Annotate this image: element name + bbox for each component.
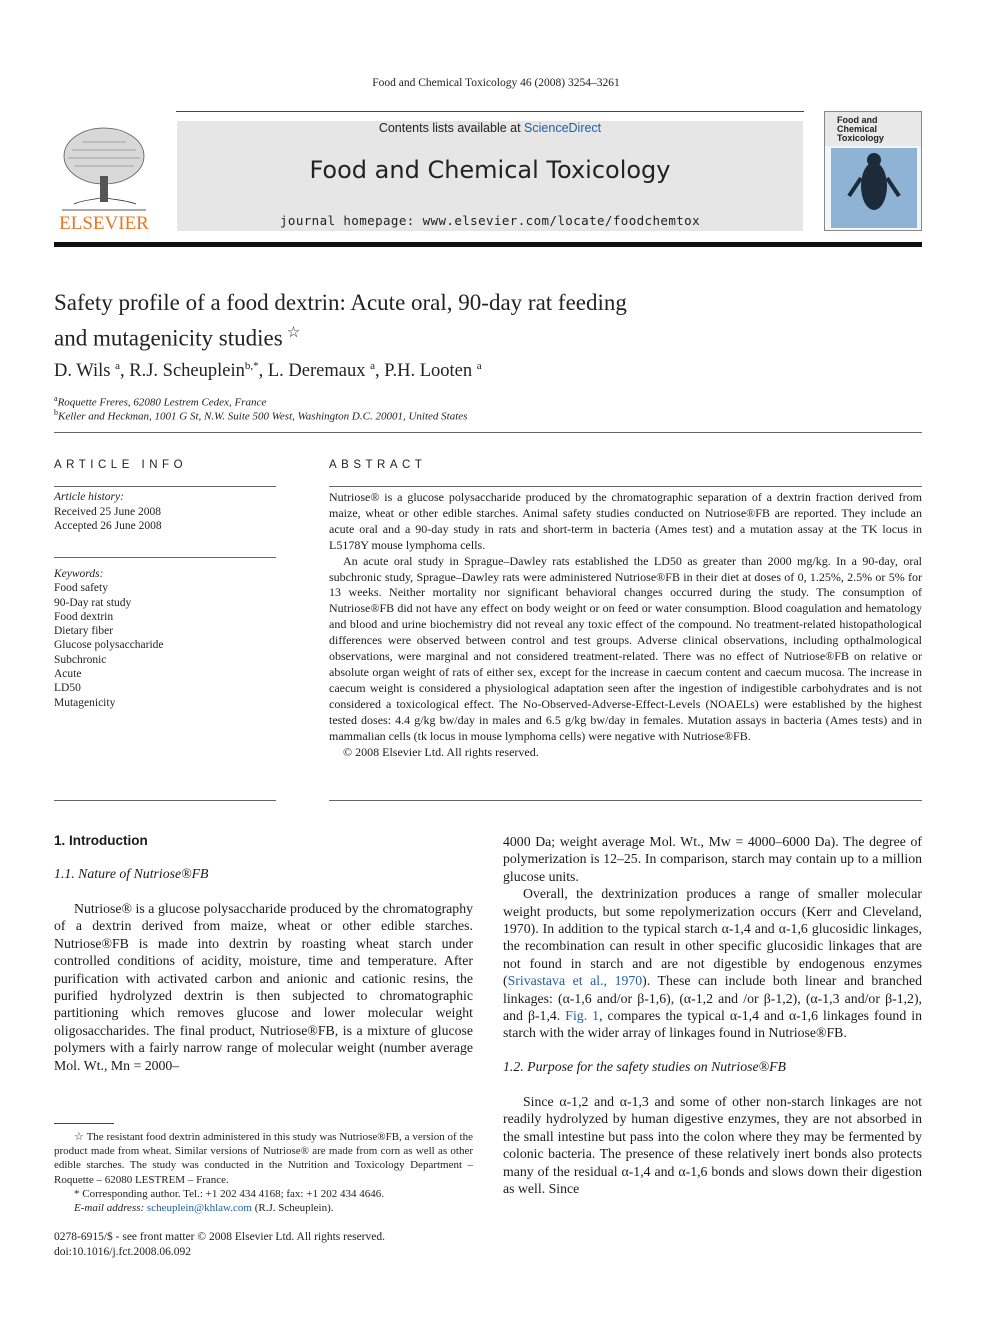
author-affil-mark: a <box>370 360 375 372</box>
keyword: Food dextrin <box>54 610 114 623</box>
email-link[interactable]: scheuplein@khlaw.com <box>146 1202 252 1215</box>
article-info-heading: ARTICLE INFO <box>54 459 188 471</box>
title-footnote-star[interactable]: ☆ <box>286 325 301 341</box>
journal-title: Food and Chemical Toxicology <box>309 156 671 184</box>
author-name[interactable]: L. Deremaux <box>267 361 366 382</box>
header-rule <box>176 111 804 112</box>
issn-line: 0278-6915/$ - see front matter © 2008 Elsevier Ltd. All rights reserved. <box>54 1231 385 1243</box>
article-info-rule <box>54 486 276 487</box>
footnote-star: ☆ The resistant food dextrin administered in this study was Nutriose®FB, a version of the product made from wheat. Similar versions of Nutriose® are made from corn as well as other edible starches. The study was conducted in the Nutrition and Toxicology Department – Roquette – 62080 LESTREM – France. <box>54 1131 473 1186</box>
affiliation-text: Keller and Heckman, 1001 G St, N.W. Suite 500 West, Washington D.C. 20001, United States <box>58 410 468 423</box>
subsection-heading: 1.1. Nature of Nutriose®FB <box>54 866 209 881</box>
author-name[interactable]: P.H. Looten <box>384 361 473 382</box>
affiliation-text: Roquette Freres, 62080 Lestrem Cedex, France <box>57 396 267 409</box>
keyword: Food safety <box>54 582 108 595</box>
subsection-heading: 1.2. Purpose for the safety studies on Nutriose®FB <box>503 1058 786 1074</box>
keyword: Acute <box>54 668 82 681</box>
body-left-column <box>54 833 473 1074</box>
elsevier-wordmark: ELSEVIER <box>59 213 149 234</box>
abstract-rule <box>329 486 922 487</box>
abstract-heading: ABSTRACT <box>329 459 427 471</box>
front-matter-meta <box>54 1230 385 1259</box>
paragraph-text: , compares the typical α-1,4 and α-1,6 linkages found in starch with the wider array of linkages found in Nutriose®FB. <box>503 1008 922 1041</box>
author-affil-mark: a <box>476 360 482 372</box>
body-paragraph <box>503 885 922 1042</box>
abstract-body <box>329 490 922 760</box>
keyword: 90-Day rat study <box>54 596 132 609</box>
header-thick-rule <box>54 242 922 247</box>
affiliation <box>54 408 854 423</box>
keyword: Glucose polysaccharide <box>54 639 164 652</box>
journal-homepage[interactable]: journal homepage: www.elsevier.com/locate/foodchemtox <box>279 213 701 228</box>
author-affil-mark: a <box>115 360 120 372</box>
keyword: Dietary fiber <box>54 625 114 638</box>
journal-cover-thumbnail[interactable] <box>824 111 922 231</box>
contents-line <box>177 121 803 135</box>
body-right-column <box>503 833 922 1197</box>
footnote-rule <box>54 1123 114 1124</box>
body-paragraph: Since α-1,2 and α-1,3 and some of other non-starch linkages are not readily hydrolyzed by human digestive enzymes, they are not absorbed in the small intestine but pass into the colon where they may be fermented by colonic bacteria. The presence of these relatively inert bonds also protects many of the residual α-1,4 and α-1,6 bonds and slows down their digestion as well. Since <box>503 1093 922 1196</box>
footnote-corresponding: * Corresponding author. Tel.: +1 202 434 4168; fax: +1 202 434 4646. <box>74 1187 384 1200</box>
abstract-copyright: © 2008 Elsevier Ltd. All rights reserved. <box>343 744 539 759</box>
article-info-rule <box>54 800 276 801</box>
affiliation-mark: b <box>54 408 58 417</box>
article-info-rule <box>54 557 276 558</box>
keyword: Subchronic <box>54 653 107 666</box>
author-list: D. Wils $^a$, R.J. Scheuplein$^{b,*}$, L. Deremaux $^a$, P.H. Looten $^a$ <box>54 360 482 382</box>
article-history <box>54 490 276 534</box>
paragraph-text: Overall, the dextrinization produces a range of smaller molecular weight products, but some repolymerization occurs (Kerr and Cleveland, 1970). In addition to the typical starch α-1,4 and α-1,6 glucosidic linkages, the recombination can result in other specific glucosidic linkages that are not found in starch and are not digestible by endogenous enzymes ( <box>503 886 922 989</box>
email-suffix: (R.J. Scheuplein). <box>251 1202 334 1215</box>
keyword: Mutagenicity <box>54 696 116 709</box>
paragraph-text: ). These can include both linear and branched linkages: (α-1,6 and/or β-1,6), (α-1,2 and /or β-1,2), (α-1,3 and/or β-1,2), and β-1,4. <box>503 973 922 1024</box>
body-paragraph: Nutriose® is a glucose polysaccharide produced by the chromatography of a dextrin derived from maize, wheat or other edible starches. Nutriose®FB is made into dextrin by roasting wheat starch under controlled conditions of acidity, moisture, time and temperature. After purification with activated carbon and anionic and cationic resins, the purified hydrolyzed dextrin is then subjected to chromatographic partitioning which removes glucose and lower molecular weight oligosaccharides. The final product, Nutriose®FB, is a mixture of glucose polymers with a fairly narrow range of molecular weight (number average Mol. Wt., Mn = 2000– <box>54 901 473 1073</box>
history-label: Article history: <box>54 491 124 503</box>
keyword: LD50 <box>54 682 81 695</box>
accepted-date: Accepted 26 June 2008 <box>54 520 162 532</box>
abstract-paragraph: An acute oral study in Sprague–Dawley rats established the LD50 as greater than 2000 mg/kg. In a 90-day, oral subchronic study, Sprague–Dawley rats were administered Nutriose®FB in their diet at doses of 0, 1.25%, 2.5% or 5% for 13 weeks. Neither mortality nor significant behavioral changes occurred during the study. The consumption of Nutriose®FB did not have any effect on body weight or on feed or water consumption. Blood coagulation and hematology and blood and urine biochemistry did not reveal any toxic effect of the compound. No treatment-related histopathological differences were observed between control and test groups. Adverse clinical observations, including opthalmological observations, were marginal and not considered treatment-related. There was no effect of Nutriose®FB on relative or absolute organ weight of rats of either sex, except for the increase in caecum content and caecum mucosa. The increase in caecum weight is considered a physiological adaptation seen after the ingestion of indigestible carbohydrates and is not considered a toxicological effect. The No-Observed-Adverse-Effect-Levels (NOAELs) were established by the highest tested doses: 4.4 g/kg bw/day in males and 6.5 g/kg bw/day in females. Mutation assays in bacteria (Ames tests) and in mammalian cells (tk locus in mouse lymphoma cells) were negative with Nutriose®FB. <box>329 553 922 743</box>
author-name[interactable]: R.J. Scheuplein <box>129 361 245 382</box>
received-date: Received 25 June 2008 <box>54 505 161 518</box>
author-affil-mark: b,* <box>244 360 259 372</box>
footnotes <box>54 1130 473 1215</box>
journal-citation: Food and Chemical Toxicology 46 (2008) 3254–3261 <box>372 77 620 89</box>
abstract-paragraph: Nutriose® is a glucose polysaccharide produced by the chromatographic separation of a dextrin fraction derived from maize, wheat or other edible starches. Animal safety studies conducted on Nutriose®FB are reported. They include an acute oral and a 90-day study in rats and short-term in bacteria (Ames test) and a mutation assay at the TK locus in L5178Y mouse lymphoma cells. <box>329 490 922 552</box>
cover-image <box>831 148 917 228</box>
cover-title: Food and Chemical Toxicology <box>837 115 884 143</box>
body-paragraph: 4000 Da; weight average Mol. Wt., Mw = 4000–6000 Da). The degree of polymerization is 12–25. In comparison, starch may contain up to a million glucose units. <box>503 834 922 884</box>
article-title-line2: and mutagenicity studies <box>54 325 283 351</box>
affiliation <box>54 394 854 409</box>
reference-link[interactable]: Srivastava et al., 1970 <box>507 973 643 989</box>
email-label: E-mail address: <box>74 1202 147 1215</box>
figure-link[interactable]: Fig. 1 <box>565 1008 600 1024</box>
section-heading: 1. Introduction <box>54 833 148 848</box>
doi-line[interactable]: doi:10.1016/j.fct.2008.06.092 <box>54 1245 192 1258</box>
article-title-line1: Safety profile of a food dextrin: Acute oral, 90-day rat feeding <box>54 290 627 315</box>
contents-prefix: Contents lists available at <box>378 121 525 135</box>
elsevier-logo[interactable] <box>52 120 156 234</box>
article-title <box>54 288 754 354</box>
abstract-rule <box>329 800 922 801</box>
keywords-label: Keywords: <box>54 568 104 580</box>
sciencedirect-link[interactable]: ScienceDirect <box>524 121 602 135</box>
keywords-block <box>54 567 276 710</box>
section-divider <box>54 432 922 433</box>
affiliation-mark: a <box>54 394 58 403</box>
author-name[interactable]: D. Wils <box>54 361 111 382</box>
